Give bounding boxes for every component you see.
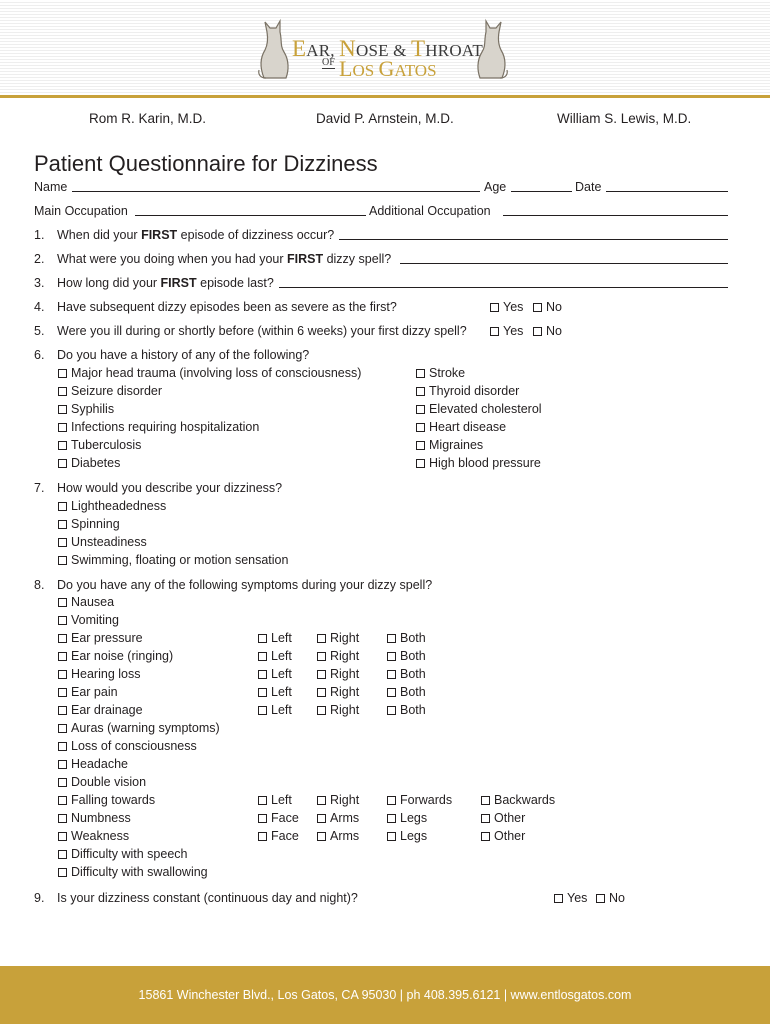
- history-checkbox[interactable]: Diabetes: [58, 455, 120, 471]
- symptom-checkbox[interactable]: Falling towards: [58, 792, 155, 808]
- question-1-text: When did your FIRST episode of dizziness occur?: [57, 228, 335, 242]
- logo-of: OF: [322, 57, 335, 68]
- question-6-text: Do you have a history of any of the following?: [57, 348, 310, 362]
- history-checkbox[interactable]: Syphilis: [58, 401, 114, 417]
- question-5-no-checkbox[interactable]: No: [533, 323, 562, 339]
- history-checkbox[interactable]: Elevated cholesterol: [416, 401, 542, 417]
- dizziness-type-checkbox[interactable]: Spinning: [58, 516, 120, 532]
- main-occupation-field[interactable]: [135, 215, 366, 216]
- question-3-text: How long did your FIRST episode last?: [57, 276, 274, 290]
- side-left-checkbox[interactable]: Left: [258, 630, 292, 646]
- question-number: 2.: [34, 252, 45, 266]
- fall-forwards-checkbox[interactable]: Forwards: [387, 792, 452, 808]
- weakness-arms-checkbox[interactable]: Arms: [317, 828, 359, 844]
- symptom-checkbox[interactable]: Weakness: [58, 828, 129, 844]
- side-right-checkbox[interactable]: Right: [317, 684, 359, 700]
- numbness-legs-checkbox[interactable]: Legs: [387, 810, 427, 826]
- history-checkbox[interactable]: Stroke: [416, 365, 465, 381]
- history-checkbox[interactable]: Infections requiring hospitalization: [58, 419, 259, 435]
- symptom-checkbox[interactable]: Numbness: [58, 810, 131, 826]
- page-title: Patient Questionnaire for Dizziness: [34, 151, 378, 176]
- side-right-checkbox[interactable]: Right: [317, 630, 359, 646]
- symptom-checkbox[interactable]: Difficulty with speech: [58, 846, 188, 862]
- question-5-yes-checkbox[interactable]: Yes: [490, 323, 523, 339]
- additional-occupation-field[interactable]: [503, 215, 728, 216]
- question-8-text: Do you have any of the following symptoms during your dizzy spell?: [57, 578, 433, 592]
- question-number: 7.: [34, 481, 45, 495]
- numbness-other-checkbox[interactable]: Other: [481, 810, 525, 826]
- side-left-checkbox[interactable]: Left: [258, 684, 292, 700]
- name-label: Name: [34, 180, 68, 194]
- symptom-checkbox[interactable]: Ear drainage: [58, 702, 143, 718]
- question-4-no-checkbox[interactable]: No: [533, 299, 562, 315]
- header-divider: [0, 95, 770, 98]
- question-9-text: Is your dizziness constant (continuous day and night)?: [57, 891, 358, 905]
- cat-left-icon: [256, 18, 292, 80]
- question-number: 5.: [34, 324, 45, 338]
- question-number: 1.: [34, 228, 45, 242]
- footer-contact: 15861 Winchester Blvd., Los Gatos, CA 95030 | ph 408.395.6121 | www.entlosgatos.com: [138, 988, 632, 1002]
- history-checkbox[interactable]: Thyroid disorder: [416, 383, 519, 399]
- history-checkbox[interactable]: Migraines: [416, 437, 483, 453]
- side-both-checkbox[interactable]: Both: [387, 648, 426, 664]
- date-label: Date: [575, 180, 602, 194]
- age-field[interactable]: [511, 191, 572, 192]
- age-label: Age: [484, 180, 507, 194]
- history-checkbox[interactable]: Tuberculosis: [58, 437, 141, 453]
- side-left-checkbox[interactable]: Left: [258, 702, 292, 718]
- side-both-checkbox[interactable]: Both: [387, 630, 426, 646]
- side-both-checkbox[interactable]: Both: [387, 666, 426, 682]
- numbness-arms-checkbox[interactable]: Arms: [317, 810, 359, 826]
- question-number: 8.: [34, 578, 45, 592]
- history-checkbox[interactable]: Heart disease: [416, 419, 506, 435]
- name-field[interactable]: [72, 191, 480, 192]
- question-2-answer-field[interactable]: [400, 263, 728, 264]
- side-right-checkbox[interactable]: Right: [317, 666, 359, 682]
- symptom-checkbox[interactable]: Ear pressure: [58, 630, 143, 646]
- date-field[interactable]: [606, 191, 728, 192]
- symptom-checkbox[interactable]: Loss of consciousness: [58, 738, 197, 754]
- fall-left-checkbox[interactable]: Left: [258, 792, 292, 808]
- question-4-text: Have subsequent dizzy episodes been as severe as the first?: [57, 300, 397, 314]
- symptom-checkbox[interactable]: Hearing loss: [58, 666, 140, 682]
- question-4-yes-checkbox[interactable]: Yes: [490, 299, 523, 315]
- dizziness-type-checkbox[interactable]: Swimming, floating or motion sensation: [58, 552, 288, 568]
- question-3-answer-field[interactable]: [279, 287, 728, 288]
- dizziness-type-checkbox[interactable]: Unsteadiness: [58, 534, 147, 550]
- symptom-checkbox[interactable]: Difficulty with swallowing: [58, 864, 208, 880]
- logo-subtitle: LOS GATOS: [339, 56, 437, 81]
- doctor-name: David P. Arnstein, M.D.: [316, 111, 454, 126]
- symptom-checkbox[interactable]: Ear pain: [58, 684, 118, 700]
- question-number: 3.: [34, 276, 45, 290]
- side-left-checkbox[interactable]: Left: [258, 648, 292, 664]
- fall-backwards-checkbox[interactable]: Backwards: [481, 792, 555, 808]
- symptom-checkbox[interactable]: Auras (warning symptoms): [58, 720, 220, 736]
- question-1-answer-field[interactable]: [339, 239, 728, 240]
- question-7-text: How would you describe your dizziness?: [57, 481, 283, 495]
- additional-occupation-label: Additional Occupation: [369, 204, 491, 218]
- weakness-face-checkbox[interactable]: Face: [258, 828, 299, 844]
- symptom-checkbox[interactable]: Headache: [58, 756, 128, 772]
- side-both-checkbox[interactable]: Both: [387, 702, 426, 718]
- symptom-checkbox[interactable]: Ear noise (ringing): [58, 648, 173, 664]
- side-left-checkbox[interactable]: Left: [258, 666, 292, 682]
- symptom-checkbox[interactable]: Vomiting: [58, 612, 119, 628]
- main-occupation-label: Main Occupation: [34, 204, 128, 218]
- side-right-checkbox[interactable]: Right: [317, 702, 359, 718]
- weakness-legs-checkbox[interactable]: Legs: [387, 828, 427, 844]
- side-both-checkbox[interactable]: Both: [387, 684, 426, 700]
- question-9-yes-checkbox[interactable]: Yes: [554, 890, 587, 906]
- logo-title: EAR, NOSE & THROAT: [292, 36, 483, 61]
- question-5-text: Were you ill during or shortly before (within 6 weeks) your first dizzy spell?: [57, 324, 467, 338]
- fall-right-checkbox[interactable]: Right: [317, 792, 359, 808]
- question-number: 4.: [34, 300, 45, 314]
- numbness-face-checkbox[interactable]: Face: [258, 810, 299, 826]
- doctor-name: Rom R. Karin, M.D.: [89, 111, 207, 126]
- weakness-other-checkbox[interactable]: Other: [481, 828, 525, 844]
- question-2-text: What were you doing when you had your FIRST dizzy spell?: [57, 252, 392, 266]
- symptom-checkbox[interactable]: Double vision: [58, 774, 146, 790]
- question-number: 6.: [34, 348, 45, 362]
- dizziness-type-checkbox[interactable]: Lightheadedness: [58, 498, 166, 514]
- history-checkbox[interactable]: Seizure disorder: [58, 383, 162, 399]
- history-checkbox[interactable]: High blood pressure: [416, 455, 541, 471]
- symptom-checkbox[interactable]: Nausea: [58, 594, 114, 610]
- doctor-name: William S. Lewis, M.D.: [557, 111, 692, 126]
- side-right-checkbox[interactable]: Right: [317, 648, 359, 664]
- question-9-no-checkbox[interactable]: No: [596, 890, 625, 906]
- question-number: 9.: [34, 891, 45, 905]
- history-checkbox[interactable]: Major head trauma (involving loss of consciousness): [58, 365, 361, 381]
